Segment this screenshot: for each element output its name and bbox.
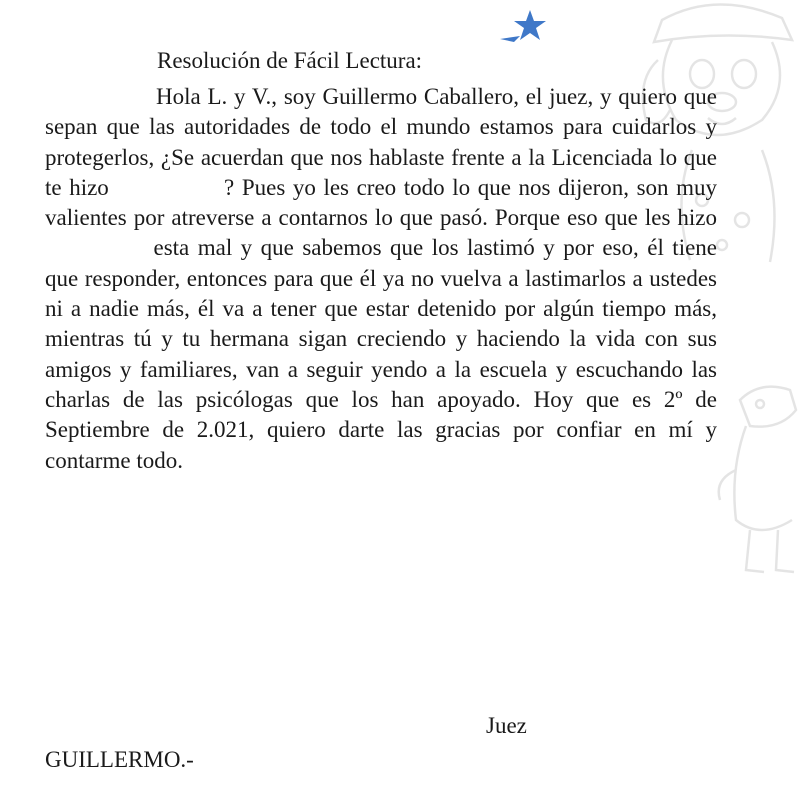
signature-name: GUILLERMO.- xyxy=(45,747,194,772)
star-icon xyxy=(496,6,552,46)
letter-body xyxy=(45,82,717,476)
letter-body-part-1: Hola L. y V., soy Guillermo Caballero, el juez, y quiero que sepan que las autoridades de todo el mundo estamos para cuidarlos y protegerlos, ¿Se acuerdan que nos hablaste frente a la Licenciada lo que te hizo xyxy=(45,84,717,200)
letter-body-part-3: esta mal y que sabemos que los lastimó y por eso, él tiene que responder, entonces para que él ya no vuelva a lastimarlos a ustedes ni a nadie más, él va a tener que estar detenido por algún tiempo más, mientras tú y tu hermana sigan creciendo y haciendo la vida con sus amigos y familiares, van a seguir yendo a la escuela y escuchando las charlas de las psicólogas que los han apoyado. Hoy que es 2º de Septiembre de 2.021, quiero darte las gracias por confiar en mí y contarme todo. xyxy=(45,235,718,473)
signature-role: Juez xyxy=(486,713,527,738)
letter-title: Resolución de Fácil Lectura: xyxy=(157,48,423,73)
letter-body-part-2: ? Pues yo les creo todo lo que nos dijeron, son muy valientes por atreverse a contarnos lo que pasó. Porque eso que les hizo xyxy=(45,174,718,231)
